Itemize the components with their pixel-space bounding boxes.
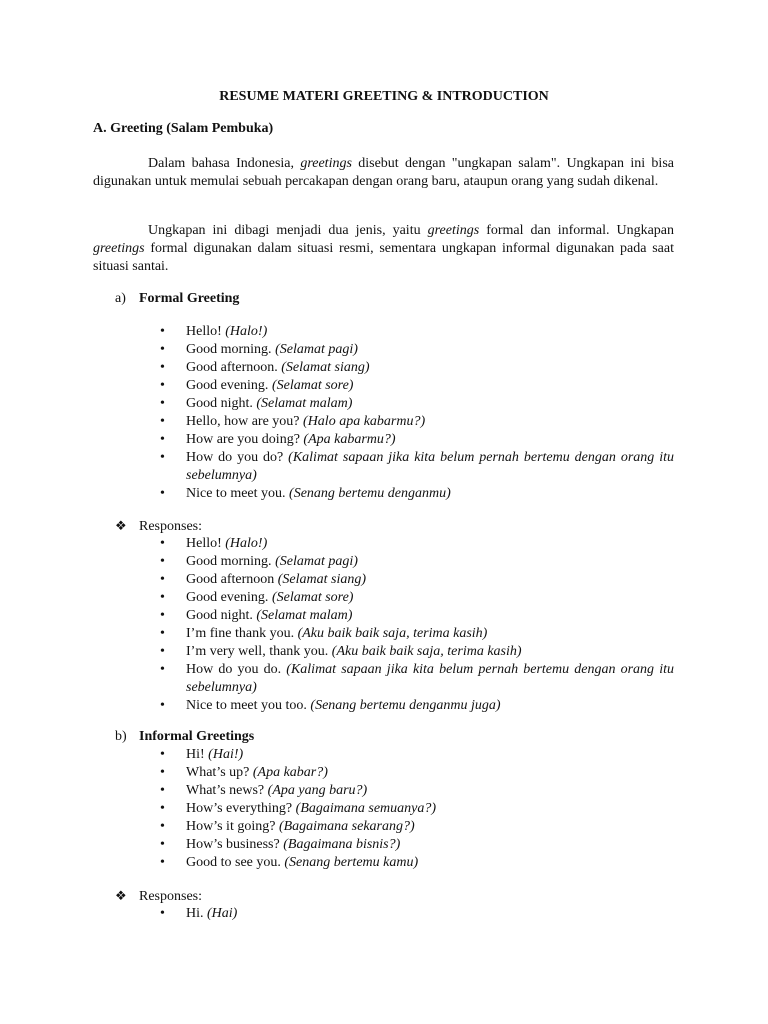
bullet-icon: • [160, 608, 165, 623]
item-text: How’s it going? [186, 819, 279, 834]
bullet-icon: • [160, 765, 165, 780]
item-text: Hello! [186, 536, 226, 551]
list-item [160, 553, 674, 571]
list-item [160, 449, 674, 485]
bullet-icon: • [160, 590, 165, 605]
item-translation: (Selamat siang) [277, 572, 367, 587]
item-translation: (Halo!) [225, 324, 268, 339]
bullet-icon: • [160, 801, 165, 816]
formal-greeting-list [160, 323, 674, 503]
item-text: Hello, how are you? [186, 414, 304, 429]
item-translation: (Kalimat sapaan jika kita belum pernah bertemu dengan orang itu sebelumnya) [186, 662, 674, 695]
list-item [160, 800, 674, 818]
list-item [160, 377, 674, 395]
item-text: Nice to meet you too. [186, 698, 311, 713]
intro-paragraph-1-text-2: disebut dengan "ungkapan salam". Ungkapan ini bisa digunakan untuk memulai sebuah percakapan dengan orang baru, ataupun orang yang sudah dikenal. [93, 156, 674, 189]
item-translation: (Selamat sore) [271, 378, 354, 393]
list-item [160, 818, 674, 836]
bullet-icon: • [160, 572, 165, 587]
list-item [160, 571, 674, 589]
list-item [160, 535, 674, 553]
bullet-icon: • [160, 342, 165, 357]
list-item [160, 323, 674, 341]
bullet-icon: • [160, 414, 165, 429]
list-item [160, 836, 674, 854]
item-text: Good evening. [186, 378, 272, 393]
bullet-icon: • [160, 626, 165, 641]
list-item [160, 625, 674, 643]
list-item [160, 661, 674, 697]
intro-paragraph-2 [93, 222, 674, 276]
list-item [160, 697, 674, 715]
informal-greetings-title: Informal Greetings [139, 729, 255, 744]
item-translation: (Selamat sore) [271, 590, 354, 605]
item-translation: (Selamat siang) [281, 360, 370, 375]
formal-responses-label [115, 517, 202, 536]
item-translation: (Halo apa kabarmu?) [303, 414, 426, 429]
item-translation: (Senang bertemu denganmu) [289, 486, 451, 501]
bullet-icon: • [160, 662, 165, 677]
item-text: What’s news? [186, 783, 268, 798]
bullet-icon: • [160, 644, 165, 659]
bullet-icon: • [160, 324, 165, 339]
bullet-icon: • [160, 783, 165, 798]
item-text: Good evening. [186, 590, 272, 605]
intro-paragraph-2-text-3: formal digunakan dalam situasi resmi, sementara ungkapan informal digunakan pada saat situasi santai. [93, 241, 674, 274]
item-translation: (Halo!) [225, 536, 268, 551]
informal-responses-label [115, 887, 202, 906]
bullet-icon: • [160, 906, 165, 921]
document-title: RESUME MATERI GREETING & INTRODUCTION [219, 89, 549, 104]
item-translation: (Apa kabar?) [252, 765, 328, 780]
list-item [160, 359, 674, 377]
intro-paragraph-1-text-1: Dalam bahasa Indonesia, [148, 156, 301, 171]
bullet-icon: • [160, 396, 165, 411]
item-text: Good to see you. [186, 855, 285, 870]
list-item [160, 643, 674, 661]
list-item [160, 746, 674, 764]
diamond-bullet-icon: ❖ [115, 888, 127, 903]
bullet-icon: • [160, 486, 165, 501]
item-translation: (Bagaimana semuanya?) [295, 801, 437, 816]
formal-greeting-title: Formal Greeting [139, 291, 240, 306]
list-item [160, 431, 674, 449]
item-text: What’s up? [186, 765, 253, 780]
item-text: Nice to meet you. [186, 486, 290, 501]
informal-responses-text: Responses: [139, 889, 202, 904]
item-translation: (Apa kabarmu?) [303, 432, 396, 447]
bullet-icon: • [160, 360, 165, 375]
section-a-heading: A. Greeting (Salam Pembuka) [93, 121, 274, 136]
item-text: I’m fine thank you. [186, 626, 298, 641]
intro-paragraph-1 [93, 155, 674, 191]
item-translation: (Bagaimana sekarang?) [278, 819, 415, 834]
bullet-icon: • [160, 747, 165, 762]
item-translation: (Selamat pagi) [275, 554, 358, 569]
bullet-icon: • [160, 554, 165, 569]
list-item [160, 782, 674, 800]
bullet-icon: • [160, 837, 165, 852]
item-translation: (Senang bertemu denganmu juga) [310, 698, 501, 713]
bullet-icon: • [160, 536, 165, 551]
list-item [160, 905, 674, 923]
intro-paragraph-1-term: greetings [300, 156, 352, 171]
item-text: How’s business? [186, 837, 284, 852]
item-text: Good morning. [186, 554, 276, 569]
item-translation: (Aku baik baik saja, terima kasih) [331, 644, 522, 659]
item-translation: (Senang bertemu kamu) [284, 855, 419, 870]
item-text: How’s everything? [186, 801, 296, 816]
intro-paragraph-2-term-1: greetings [427, 223, 480, 238]
item-text: Good night. [186, 608, 257, 623]
bullet-icon: • [160, 432, 165, 447]
intro-paragraph-2-text-1: Ungkapan ini dibagi menjadi dua jenis, yaitu [148, 223, 428, 238]
informal-greetings-heading [115, 728, 254, 746]
list-item [160, 413, 674, 431]
formal-greeting-marker: a) [115, 291, 126, 306]
item-translation: (Hai!) [208, 747, 244, 762]
item-translation: (Kalimat sapaan jika kita belum pernah bertemu dengan orang itu sebelumnya) [186, 450, 674, 483]
list-item [160, 589, 674, 607]
item-translation: (Selamat malam) [256, 396, 353, 411]
informal-greetings-marker: b) [115, 729, 127, 744]
list-item [160, 854, 674, 872]
item-text: Good afternoon [186, 572, 278, 587]
item-translation: (Bagaimana bisnis?) [283, 837, 401, 852]
informal-greetings-list [160, 746, 674, 872]
item-translation: (Hai) [207, 906, 238, 921]
diamond-bullet-icon: ❖ [115, 518, 127, 533]
item-text: Hi! [186, 747, 209, 762]
bullet-icon: • [160, 819, 165, 834]
item-text: Hi. [186, 906, 207, 921]
item-text: Good night. [186, 396, 257, 411]
informal-responses-list [160, 905, 674, 923]
item-text: Hello! [186, 324, 226, 339]
intro-paragraph-2-term-2: greetings [93, 241, 145, 256]
bullet-icon: • [160, 698, 165, 713]
item-text: How do you do. [186, 662, 287, 677]
bullet-icon: • [160, 450, 165, 465]
list-item [160, 341, 674, 359]
intro-paragraph-2-text-2: formal dan informal. Ungkapan [479, 223, 675, 238]
formal-responses-list [160, 535, 674, 715]
item-text: Good morning. [186, 342, 276, 357]
item-text: I’m very well, thank you. [186, 644, 332, 659]
item-translation: (Selamat pagi) [275, 342, 358, 357]
list-item [160, 607, 674, 625]
formal-greeting-heading [115, 290, 239, 308]
bullet-icon: • [160, 378, 165, 393]
list-item [160, 764, 674, 782]
item-translation: (Aku baik baik saja, terima kasih) [297, 626, 488, 641]
formal-responses-text: Responses: [139, 519, 202, 534]
bullet-icon: • [160, 855, 165, 870]
item-text: Good afternoon. [186, 360, 282, 375]
item-text: How do you do? [186, 450, 289, 465]
item-translation: (Selamat malam) [256, 608, 353, 623]
item-text: How are you doing? [186, 432, 304, 447]
item-translation: (Apa yang baru?) [267, 783, 368, 798]
list-item [160, 395, 674, 413]
list-item [160, 485, 674, 503]
